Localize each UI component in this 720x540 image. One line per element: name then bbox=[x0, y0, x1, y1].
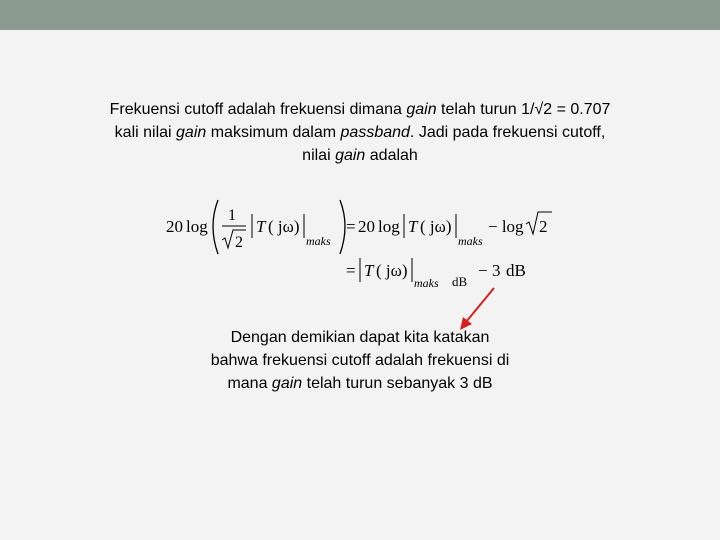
argument-jw: ( jω) bbox=[268, 217, 300, 236]
intro-line-1 bbox=[60, 98, 660, 121]
log-operator: log bbox=[378, 217, 400, 236]
minus-sign: − bbox=[478, 261, 488, 280]
top-bar bbox=[0, 0, 720, 30]
intro-text-segment: . Jadi pada frekuensi cutoff, bbox=[409, 124, 606, 141]
conclusion-text-segment: mana bbox=[227, 375, 272, 392]
intro-line-2 bbox=[60, 121, 660, 144]
equals-sign: = bbox=[346, 261, 356, 280]
arrow-shaft bbox=[466, 288, 494, 322]
passband-term: passband bbox=[340, 124, 410, 141]
argument-jw: ( jω) bbox=[420, 217, 452, 236]
intro-text-segment: maksimum dalam bbox=[206, 124, 341, 141]
value-3: 3 bbox=[492, 261, 501, 280]
intro-text-segment: kali nilai bbox=[114, 124, 177, 141]
intro-text-segment: telah turun 1/√2 = 0.707 bbox=[436, 101, 611, 118]
intro-paragraph bbox=[60, 98, 660, 167]
right-paren bbox=[340, 200, 345, 254]
gain-term: gain bbox=[335, 147, 366, 164]
conclusion-line-3 bbox=[170, 372, 550, 395]
subscript-maks: maks bbox=[306, 234, 331, 248]
unit-db-small: dB bbox=[452, 274, 468, 289]
sqrt-radicand: 2 bbox=[539, 217, 548, 236]
log-operator: log bbox=[186, 217, 208, 236]
transfer-function-T: T bbox=[364, 261, 374, 280]
equation-graphic bbox=[160, 190, 580, 290]
left-paren bbox=[213, 200, 218, 254]
conclusion-text-segment: Dengan demikian dapat kita katakan bbox=[230, 329, 490, 346]
intro-text-segment: nilai bbox=[302, 147, 336, 164]
unit-db: dB bbox=[506, 261, 526, 280]
equals-sign: = bbox=[346, 217, 356, 236]
coefficient-20: 20 bbox=[358, 217, 375, 236]
fraction-denominator: 2 bbox=[235, 234, 243, 251]
gain-term: gain bbox=[176, 124, 207, 141]
gain-term: gain bbox=[406, 101, 437, 118]
subscript-maks: maks bbox=[458, 234, 483, 248]
gain-term: gain bbox=[271, 375, 303, 392]
intro-text-segment: adalah bbox=[365, 147, 418, 164]
conclusion-line-2 bbox=[170, 349, 550, 372]
intro-line-3 bbox=[60, 144, 660, 167]
conclusion-text-segment: bahwa frekuensi cutoff adalah frekuensi di bbox=[210, 352, 510, 369]
conclusion-line-1 bbox=[170, 326, 550, 349]
subscript-maks: maks bbox=[414, 276, 439, 290]
fraction-numerator: 1 bbox=[228, 207, 236, 224]
intro-text-segment: Frekuensi cutoff adalah frekuensi dimana bbox=[109, 101, 407, 118]
transfer-function-T: T bbox=[256, 217, 266, 236]
transfer-function-T: T bbox=[408, 217, 418, 236]
coefficient-20: 20 bbox=[166, 217, 183, 236]
conclusion-paragraph bbox=[170, 326, 550, 395]
argument-jw: ( jω) bbox=[376, 261, 408, 280]
minus-log: − log bbox=[488, 217, 524, 236]
cutoff-gain-equation bbox=[160, 190, 580, 290]
conclusion-text-segment: telah turun sebanyak 3 dB bbox=[302, 375, 493, 392]
